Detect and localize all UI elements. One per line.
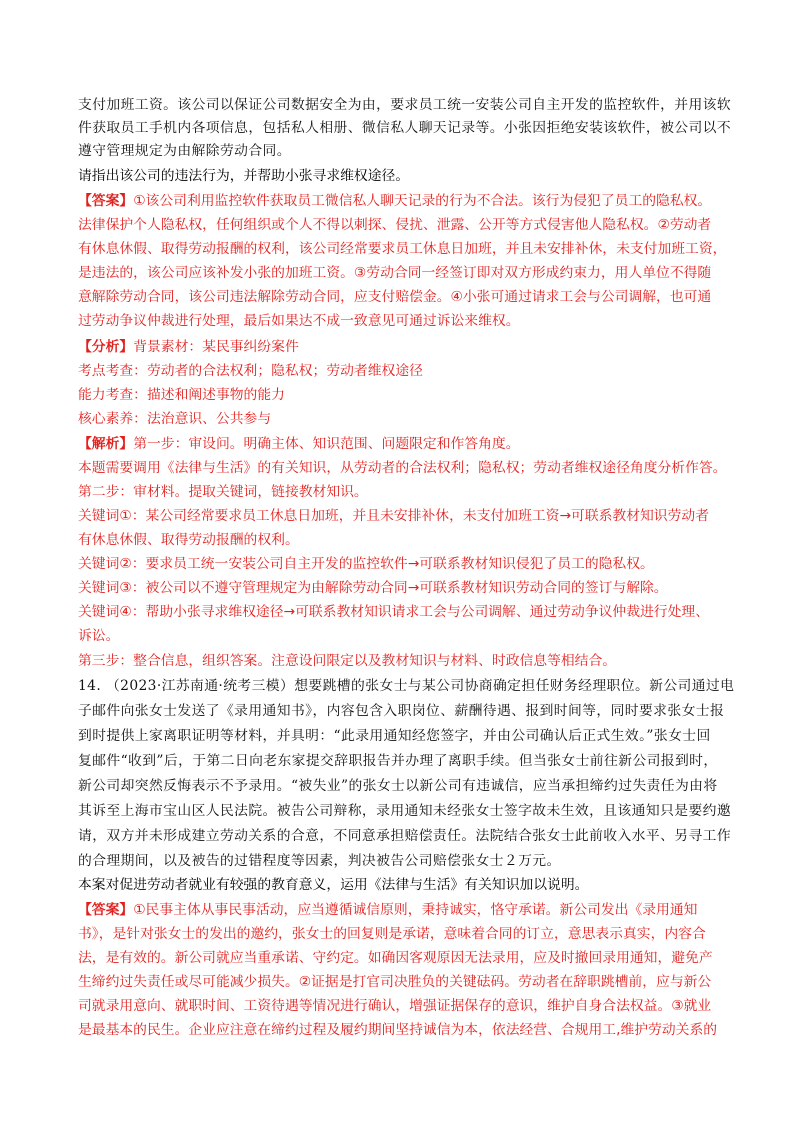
q14-answer-line-4: 生缔约过失责任或尽可能减少损失。②证据是打官司决胜负的关键砝码。劳动者在辞职跳槽前，应与新公	[78, 974, 712, 990]
keyword-2: 关键词②：要求员工统一安装公司自主开发的监控软件→可联系教材知识侵犯了员工的隐私权。	[78, 556, 654, 572]
explain-step-3: 第三步：整合信息，组织答案。注意设问限定以及教材知识与材料、时政信息等相结合。	[78, 653, 617, 669]
keyword-4-line-2: 诉讼。	[78, 628, 120, 644]
q14-answer-line-5: 司就录用意向、就职时间、工资待遇等情况进行确认，增强证据保存的意识，维护自身合法权益。③就业	[78, 998, 712, 1014]
q13-question: 请指出该公司的违法行为，并帮助小张寻求维权途径。	[78, 168, 410, 184]
q13-material-line-2: 件获取员工手机内各项信息，包括私人相册、微信私人聊天记录等。小张因拒绝安装该软件，被公司以不	[78, 120, 732, 136]
q14-line-7: 请，双方并未形成建立劳动关系的合意，不同意承担赔偿责任。法院结合张女士此前收入水平、另寻工作	[78, 828, 732, 844]
q13-answer-text-1: ①该公司利用监控软件获取员工微信私人聊天记录的行为不合法。该行为侵犯了员工的隐私权。	[133, 193, 712, 209]
q13-analysis-line	[78, 336, 299, 358]
answer-tag: 【答案】	[78, 193, 134, 209]
q14-answer-line-2: 书》，是针对张女士的发出的邀约，张女士的回复则是承诺，意味着合同的订立，意思表示真实，内容合	[78, 926, 706, 942]
q13-answer-line-1	[78, 190, 711, 212]
keyword-1-line-2: 有休息休假、取得劳动报酬的权利。	[78, 532, 299, 548]
analysis-ability: 能力考查：描述和阐述事物的能力	[78, 387, 285, 403]
q13-answer-line-5: 意解除劳动合同，该公司违法解除劳动合同，应支付赔偿金。④小张可通过请求工会与公司调解，也可通	[78, 289, 712, 305]
explain-step-1-text: 第一步：审设问。明确主体、知识范围、问题限定和作答角度。	[133, 436, 520, 452]
explain-step-2: 第二步：审材料。提取关键词，链接教材知识。	[78, 484, 368, 500]
q13-material-line-1: 支付加班工资。该公司以保证公司数据安全为由，要求员工统一安装公司自主开发的监控软件，并用该软	[78, 97, 732, 113]
keyword-4-line-1: 关键词④：帮助小张寻求维权途径→可联系教材知识请求工会与公司调解、通过劳动争议仲裁进行处理、	[78, 604, 709, 620]
analysis-literacy: 核心素养：法治意识、公共参与	[78, 411, 272, 427]
q14-answer-line-3: 法，是有效的。新公司就应当重承诺、守约定。如确因客观原因无法录用，应及时撤回录用通知，避免产	[78, 950, 713, 966]
explain-step-1-detail: 本题需要调用《法律与生活》的有关知识，从劳动者的合法权利；隐私权；劳动者维权途径角度分析作答。	[78, 460, 727, 476]
q13-answer-line-3: 有休息休假、取得劳动报酬的权利，该公司经常要求员工休息日加班，并且未安排补休，未支付加班工资，	[78, 241, 727, 257]
q13-answer-line-2: 法律保护个人隐私权，任何组织或个人不得以刺探、侵扰、泄露、公开等方式侵害他人隐私权。②劳动者	[78, 217, 712, 233]
q14-line-6: 其诉至上海市宝山区人民法院。被告公司辩称，录用通知未经张女士签字故未生效，且该通知只是要约邀	[78, 803, 732, 819]
explain-tag: 【解析】	[78, 436, 134, 452]
q14-line-4: 复邮件“收到”后，于第二日向老东家提交辞职报告并办理了离职手续。但当张女士前往新公司报到时，	[78, 753, 718, 769]
q14-number: 14.	[78, 678, 102, 694]
q14-source: （2023·江苏南通·统考三模）	[105, 678, 295, 694]
q14-question: 本案对促进劳动者就业有较强的教育意义，运用《法律与生活》有关知识加以说明。	[78, 877, 589, 893]
keyword-1-line-1: 关键词①：某公司经常要求员工休息日加班，并且未安排补休，未支付加班工资→可联系教材知识劳动者	[78, 508, 709, 524]
q13-material-line-3: 遵守管理规定为由解除劳动合同。	[78, 143, 291, 159]
explain-step-1	[78, 433, 520, 455]
analysis-exam-points: 考点考查：劳动者的合法权利；隐私权；劳动者维权途径	[78, 363, 423, 379]
q14-line-8: 的合理期间，以及被告的过错程度等因素，判决被告公司赔偿张女士２万元。	[78, 853, 561, 869]
q14-text-1: 想要跳槽的张女士与某公司协商确定担任财务经理职位。新公司通过电	[294, 678, 735, 694]
keyword-3: 关键词③：被公司以不遵守管理规定为由解除劳动合同→可联系教材知识劳动合同的签订与解除。	[78, 580, 668, 596]
q14-answer-line-6: 是最基本的民生。企业应注意在缔约过程及履约期间坚持诚信为本，依法经营、合规用工,维护劳动关系的	[78, 1022, 718, 1038]
analysis-tag: 【分析】	[78, 339, 134, 355]
q13-answer-line-6: 过劳动争议仲裁进行处理，最后如果达不成一致意见可通过诉讼来维权。	[78, 313, 520, 329]
q13-answer-line-4: 是违法的，该公司应该补发小张的加班工资。③劳动合同一经签订即对双方形成约束力，用人单位不得随	[78, 265, 712, 281]
q14-answer-line-1	[78, 899, 697, 921]
q14-line-3: 到时提供上家离职证明等材料，并具明：“此录用通知经您签字，并由公司确认后正式生效。”张女士回	[78, 728, 711, 744]
q14-line-2: 子邮件向张女士发送了《录用通知书》，内容包含入职岗位、薪酬待遇、报到时间等，同时要求张女士报	[78, 703, 725, 719]
q14-answer-tag: 【答案】	[78, 902, 134, 918]
q14-answer-text-1: ①民事主体从事民事活动，应当遵循诚信原则，秉持诚实，恪守承诺。新公司发出《录用通知	[133, 902, 698, 918]
analysis-background: 背景素材：某民事纠纷案件	[133, 339, 299, 355]
q14-line-1	[78, 675, 734, 697]
q14-line-5: 新公司却突然反悔表示不予录用。“被失业”的张女士以新公司有违诚信，应当承担缔约过失责任为由将	[78, 778, 718, 794]
